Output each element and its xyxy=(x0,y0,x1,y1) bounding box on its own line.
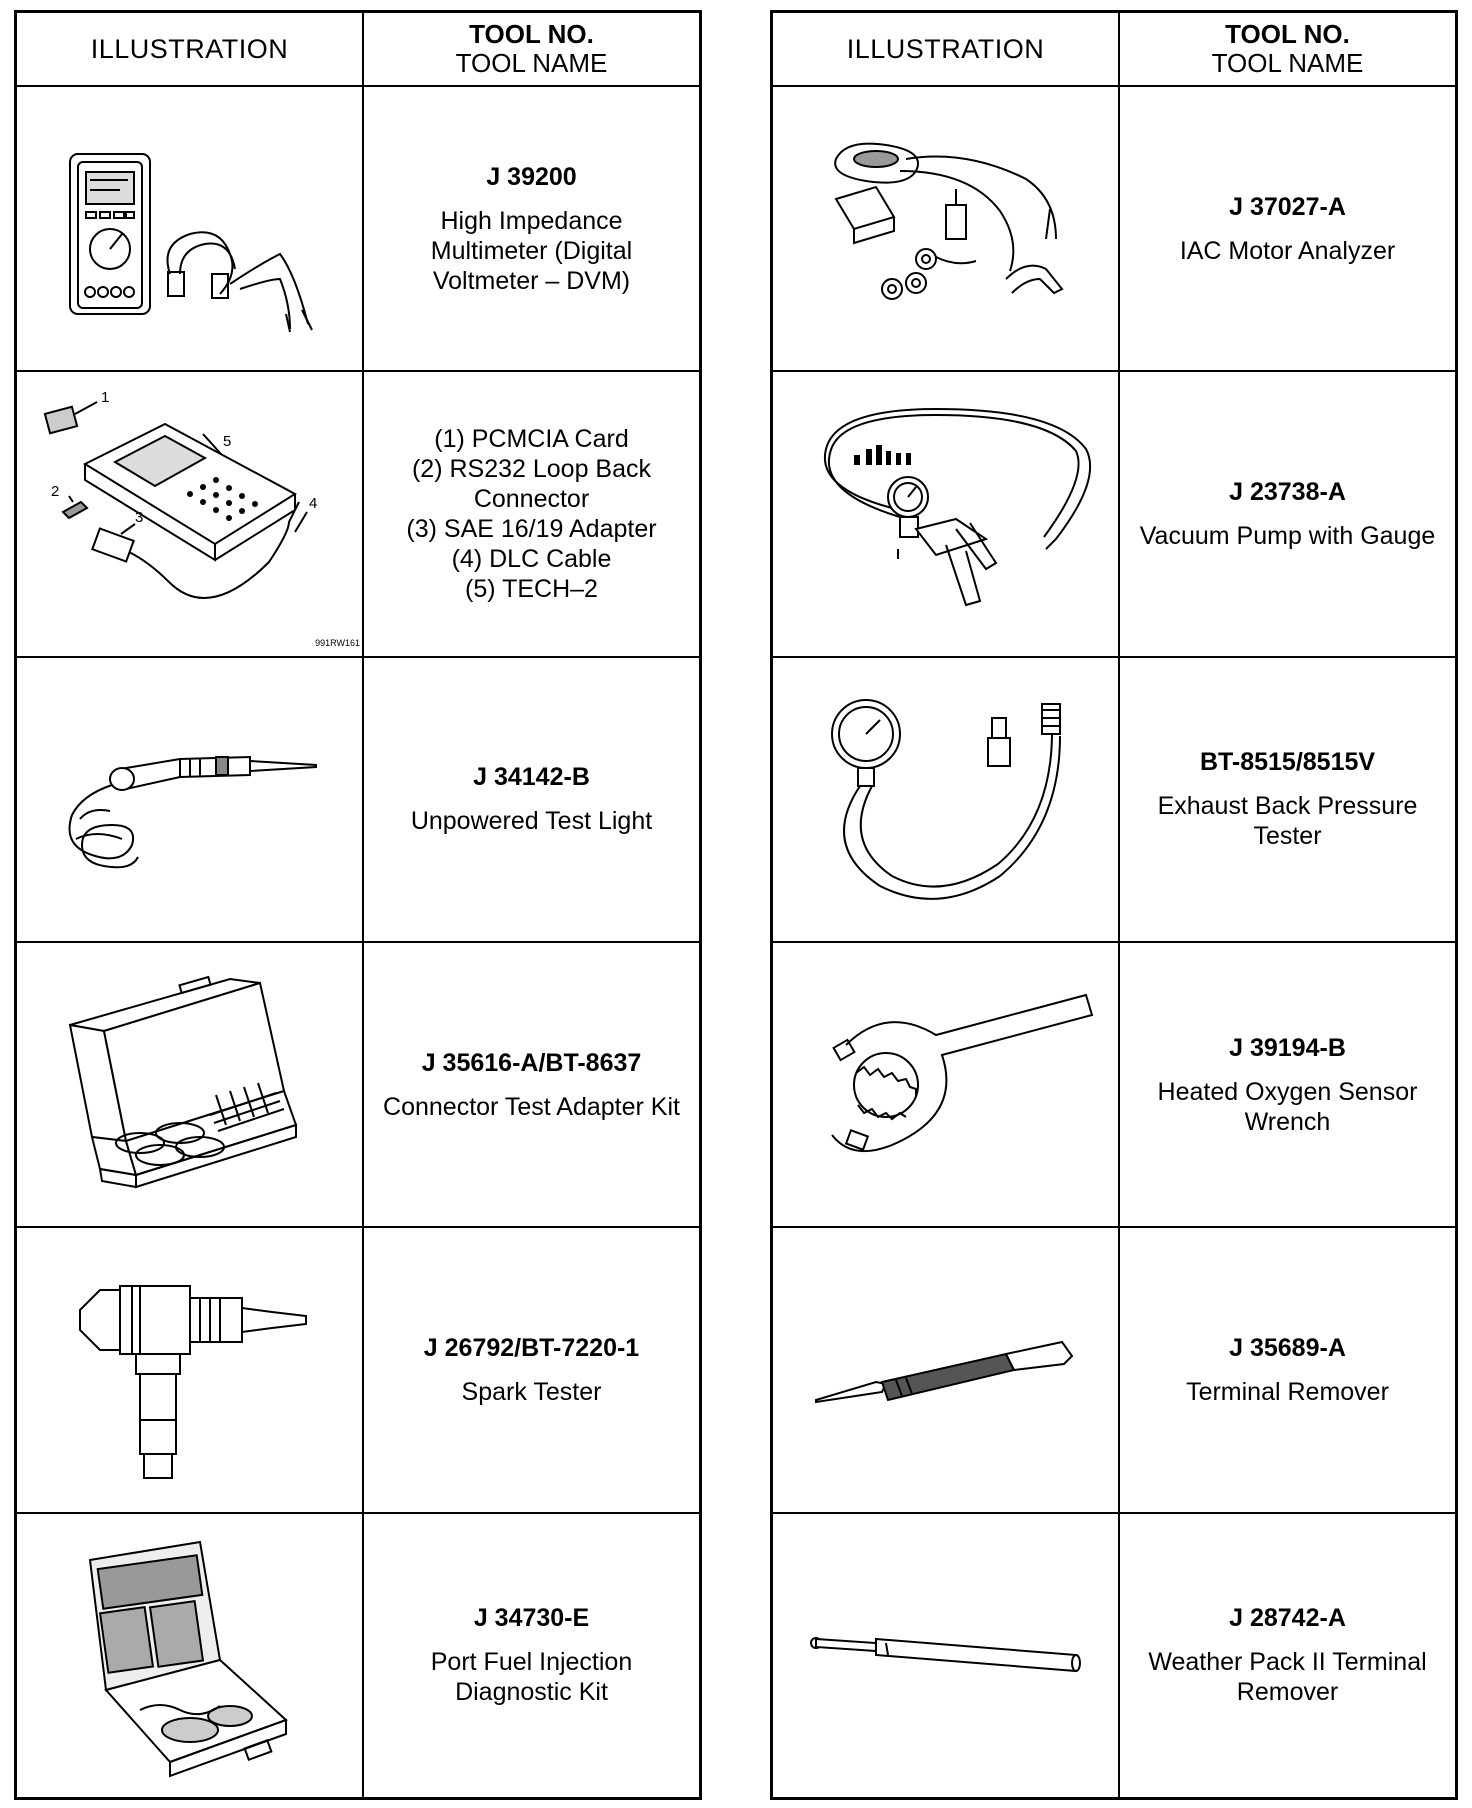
tools-table-right xyxy=(770,10,1458,1800)
vacuum-pump-icon xyxy=(796,399,1096,629)
tool-name: IAC Motor Analyzer xyxy=(1179,236,1396,265)
part-item: (2) RS232 Loop Back Connector xyxy=(411,454,652,513)
tool-info-cell xyxy=(1120,1228,1455,1511)
tool-number: J 28742-A xyxy=(1229,1604,1346,1633)
part-item: (4) DLC Cable xyxy=(451,544,612,573)
illustration-cell xyxy=(17,372,364,655)
test-light-icon xyxy=(40,719,340,879)
part-item: (1) PCMCIA Card xyxy=(434,424,629,453)
tool-info-cell xyxy=(364,372,699,655)
adapter-kit-case-icon xyxy=(40,965,340,1205)
tool-info-cell xyxy=(1120,372,1455,655)
iac-motor-analyzer-icon xyxy=(796,119,1096,339)
illustration-cell xyxy=(773,87,1120,370)
pressure-gauge-icon xyxy=(796,684,1096,914)
illustration-header: ILLUSTRATION xyxy=(17,13,364,85)
table-row xyxy=(773,1514,1455,1797)
tool-name: Heated Oxygen Sensor Wrench xyxy=(1157,1077,1418,1136)
illustration-cell xyxy=(17,658,364,941)
illustration-cell xyxy=(773,1228,1120,1511)
tool-no-header: TOOL NO. xyxy=(469,19,594,49)
tool-number: J 35689-A xyxy=(1229,1333,1346,1362)
table-row xyxy=(17,658,699,943)
callout-4: 4 xyxy=(308,494,317,512)
tool-info-cell xyxy=(364,1228,699,1511)
part-item: (3) SAE 16/19 Adapter xyxy=(406,514,657,543)
callout-2: 2 xyxy=(50,482,59,500)
callout-3: 3 xyxy=(134,508,143,526)
tool-info-cell xyxy=(1120,1514,1455,1797)
oxygen-sensor-wrench-icon xyxy=(796,985,1096,1185)
multimeter-icon xyxy=(40,124,340,334)
tool-info-cell xyxy=(364,1514,699,1797)
tool-name: Connector Test Adapter Kit xyxy=(383,1092,680,1121)
figure-code: 991RW161 xyxy=(315,637,360,648)
tool-name: Exhaust Back Pressure Tester xyxy=(1157,792,1418,851)
tech2-scan-tool-icon xyxy=(25,384,355,644)
table-row xyxy=(773,372,1455,657)
tool-info-cell xyxy=(364,658,699,941)
tools-table-left xyxy=(14,10,702,1800)
illustration-header: ILLUSTRATION xyxy=(773,13,1120,85)
tool-name: Spark Tester xyxy=(461,1377,602,1406)
tool-number: J 35616-A/BT-8637 xyxy=(421,1048,642,1077)
illustration-cell xyxy=(773,372,1120,655)
tool-name: Terminal Remover xyxy=(1186,1377,1389,1406)
tool-info-cell xyxy=(364,943,699,1226)
tool-name: Unpowered Test Light xyxy=(410,807,653,836)
terminal-remover-icon xyxy=(796,1310,1096,1430)
illustration-cell xyxy=(773,1514,1120,1797)
table-header-row xyxy=(17,13,699,87)
illustration-cell xyxy=(17,943,364,1226)
table-row xyxy=(17,1228,699,1513)
tool-no-header: TOOL NO. xyxy=(1225,19,1350,49)
tool-info-cell xyxy=(1120,658,1455,941)
tool-number: BT-8515/8515V xyxy=(1199,748,1376,777)
tool-number: J 23738-A xyxy=(1229,477,1346,506)
weather-pack-remover-icon xyxy=(796,1605,1096,1705)
tool-name: Vacuum Pump with Gauge xyxy=(1139,521,1436,550)
tool-info-cell xyxy=(1120,943,1455,1226)
illustration-cell xyxy=(17,1228,364,1511)
tool-name: High Impedance Multimeter (Digital Voltmeter – DVM) xyxy=(430,206,633,295)
tool-name: Port Fuel Injection Diagnostic Kit xyxy=(430,1648,633,1707)
tool-header xyxy=(364,13,699,85)
illustration-cell xyxy=(773,943,1120,1226)
tool-info-cell xyxy=(364,87,699,370)
illustration-cell xyxy=(17,1514,364,1797)
tool-number: J 34730-E xyxy=(473,1604,590,1633)
table-row xyxy=(773,1228,1455,1513)
table-row xyxy=(773,658,1455,943)
tool-number: J 34142-B xyxy=(473,763,590,792)
tool-name-header: TOOL NAME xyxy=(455,48,608,78)
table-row xyxy=(17,87,699,372)
illustration-cell xyxy=(773,658,1120,941)
spark-tester-icon xyxy=(40,1250,340,1490)
table-row xyxy=(17,372,699,657)
fuel-injection-kit-icon xyxy=(40,1530,340,1780)
tool-name-header: TOOL NAME xyxy=(1211,48,1364,78)
tool-number: J 39200 xyxy=(486,162,577,191)
table-row xyxy=(17,943,699,1228)
tool-number: J 26792/BT-7220-1 xyxy=(423,1333,640,1362)
tool-number: J 39194-B xyxy=(1229,1033,1346,1062)
callout-1: 1 xyxy=(100,388,109,406)
tool-parts-list xyxy=(382,424,681,604)
tool-info-cell xyxy=(1120,87,1455,370)
tool-header xyxy=(1120,13,1455,85)
callout-5: 5 xyxy=(222,432,231,450)
table-header-row xyxy=(773,13,1455,87)
tool-name: Weather Pack II Terminal Remover xyxy=(1148,1648,1427,1707)
tool-number: J 37027-A xyxy=(1229,192,1346,221)
table-row xyxy=(773,943,1455,1228)
illustration-cell xyxy=(17,87,364,370)
table-row xyxy=(17,1514,699,1797)
part-item: (5) TECH–2 xyxy=(465,574,598,603)
table-row xyxy=(773,87,1455,372)
